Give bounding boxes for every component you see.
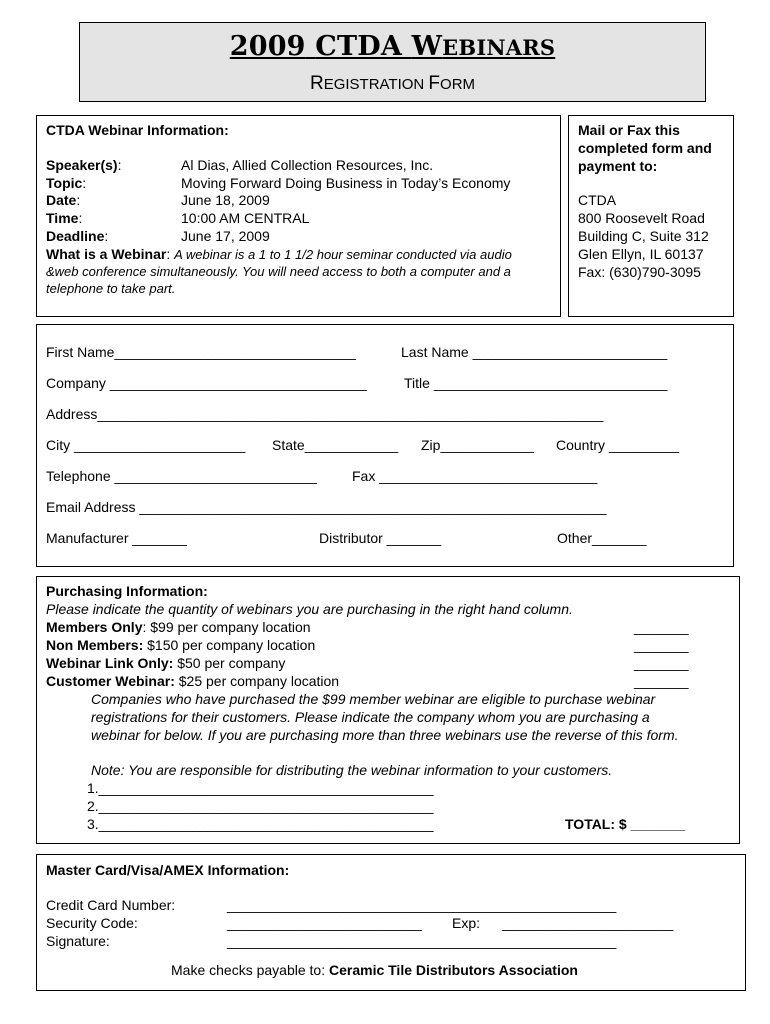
distributor-field[interactable]: Distributor _______ [319,530,442,546]
customer-note-4: Note: You are responsible for distributing the webinar information to your customers. [91,762,613,778]
purchasing-instruction: Please indicate the quantity of webinars you are purchasing in the right hand column. [46,601,573,617]
credit-card-field[interactable]: __________________________________________________ [227,897,617,913]
non-members-option: Non Members: $150 per company location [46,637,316,653]
mail-heading-2: completed form and [578,140,712,156]
webinar-link-qty[interactable]: _______ [634,655,689,671]
title-box [79,22,706,102]
what-is-webinar-line3: telephone to take part. [46,281,176,296]
other-field[interactable]: Other_______ [557,530,647,546]
mail-line-3: Building C, Suite 312 [578,228,709,244]
exp-field[interactable]: ______________________ [502,915,674,931]
city-field[interactable]: City ______________________ [46,437,246,453]
security-code-field[interactable]: _________________________ [227,915,422,931]
mail-heading-3: payment to: [578,158,658,174]
customer-note-2: registrations for their customers. Please indicate the company whom you are purchasing a [91,709,650,725]
customer-item-2[interactable]: 2.___________________________________________ [87,798,434,814]
credit-card-label: Credit Card Number: [46,897,176,913]
purchasing-heading: Purchasing Information: [46,583,208,599]
date-label: Date: [46,192,81,208]
form-subtitle: REGISTRATION FORM [309,73,476,94]
mail-line-4: Glen Ellyn, IL 60137 [578,246,704,262]
fax-field[interactable]: Fax ____________________________ [352,468,598,484]
title-field[interactable]: Title ______________________________ [404,375,668,391]
customer-note-3: webinar for below. If you are purchasing more than three webinars use the reverse of this form. [91,727,679,743]
customer-item-1[interactable]: 1.___________________________________________ [87,780,434,796]
exp-label: Exp: [452,915,481,931]
topic-label: Topic: [46,175,87,191]
webinar-info-heading: CTDA Webinar Information: [46,122,229,138]
customer-webinar-option: Customer Webinar: $25 per company location [46,673,340,689]
what-is-webinar: What is a Webinar: A webinar is a 1 to 1 1/2 hour seminar conducted via audio [46,246,512,262]
non-members-qty[interactable]: _______ [634,637,689,653]
time-label: Time: [46,210,83,226]
mail-heading-1: Mail or Fax this [578,122,680,138]
country-field[interactable]: Country _________ [556,437,679,453]
form-title: 2009 CTDA WEBINARS [229,31,556,62]
mail-line-1: CTDA [578,192,617,208]
signature-field[interactable]: __________________________________________________ [227,933,617,949]
payment-heading: Master Card/Visa/AMEX Information: [46,862,290,878]
speaker-label: Speaker(s): [46,157,122,173]
manufacturer-field[interactable]: Manufacturer _______ [46,530,187,546]
total-field[interactable]: TOTAL: $ _______ [565,816,686,832]
checks-payable: Make checks payable to: Ceramic Tile Distributors Association [171,962,578,978]
what-is-webinar-line2: &web conference simultaneously. You will need access to both a computer and a [46,264,511,279]
deadline-label: Deadline: [46,228,109,244]
first-name-field[interactable]: First Name_______________________________ [46,344,356,360]
address-field[interactable]: Address_________________________________________________________________ [46,406,604,422]
customer-webinar-qty[interactable]: _______ [634,673,689,689]
signature-label: Signature: [46,933,110,949]
topic-value: Moving Forward Doing Business in Today’s Economy [181,175,511,191]
date-value: June 18, 2009 [181,192,270,208]
time-value: 10:00 AM CENTRAL [181,210,310,226]
deadline-value: June 17, 2009 [181,228,270,244]
webinar-link-option: Webinar Link Only: $50 per company [46,655,286,671]
last-name-field[interactable]: Last Name _________________________ [401,344,668,360]
security-code-label: Security Code: [46,915,138,931]
customer-item-3[interactable]: 3.___________________________________________ [87,816,434,832]
speaker-value: Al Dias, Allied Collection Resources, Inc. [181,157,434,173]
mail-line-5: Fax: (630)790-3095 [578,264,701,280]
state-field[interactable]: State____________ [272,437,399,453]
members-only-qty[interactable]: _______ [634,619,689,635]
company-field[interactable]: Company _________________________________ [46,375,367,391]
members-only-option: Members Only: $99 per company location [46,619,311,635]
customer-note-1: Companies who have purchased the $99 member webinar are eligible to purchase webinar [91,691,656,707]
mail-line-2: 800 Roosevelt Road [578,210,705,226]
telephone-field[interactable]: Telephone __________________________ [46,468,317,484]
email-field[interactable]: Email Address ____________________________________________________________ [46,499,607,515]
zip-field[interactable]: Zip____________ [421,437,534,453]
